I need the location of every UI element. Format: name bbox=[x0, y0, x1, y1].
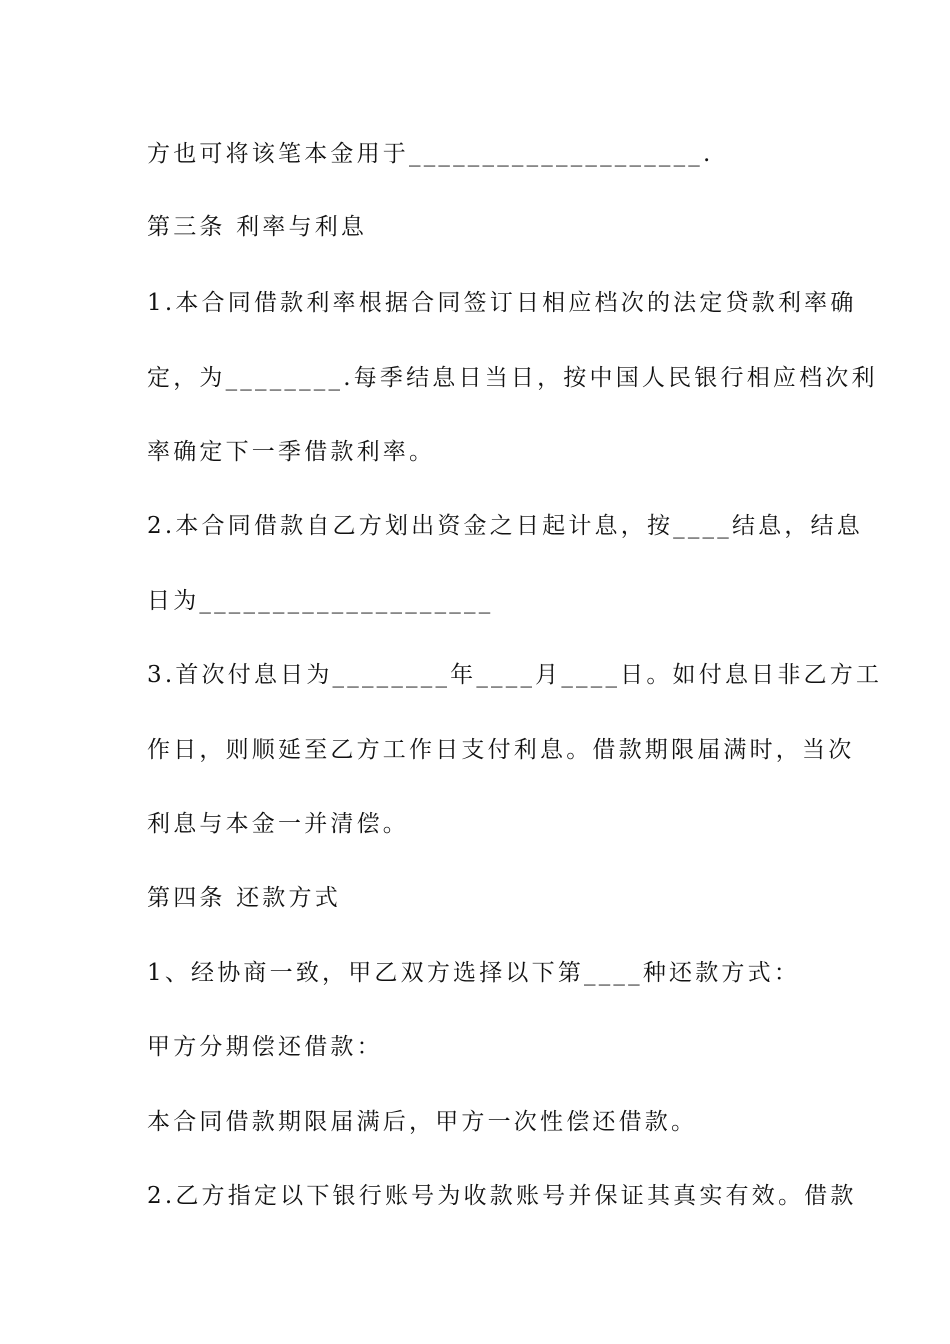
text-line-6: 2.本合同借款自乙方划出资金之日起计息，按____结息，结息 bbox=[147, 513, 863, 539]
text-line-7: 日为____________________ bbox=[147, 588, 494, 614]
text-line-9: 作日，则顺延至乙方工作日支付利息。借款期限届满时，当次 bbox=[147, 737, 855, 763]
text-line-10: 利息与本金一并清偿。 bbox=[147, 811, 409, 837]
text-line-1: 方也可将该笔本金用于____________________. bbox=[147, 141, 714, 167]
text-line-5: 率确定下一季借款利率。 bbox=[147, 439, 436, 465]
text-line-14: 本合同借款期限届满后，甲方一次性偿还借款。 bbox=[147, 1109, 698, 1135]
text-line-8: 3.首次付息日为________年____月____日。如付息日非乙方工 bbox=[147, 662, 883, 688]
text-line-12: 1、经协商一致，甲乙双方选择以下第____种还款方式： bbox=[147, 960, 801, 986]
text-line-13: 甲方分期偿还借款： bbox=[147, 1034, 383, 1060]
text-line-3: 1.本合同借款利率根据合同签订日相应档次的法定贷款利率确 bbox=[147, 290, 857, 316]
text-line-4: 定，为________.每季结息日当日，按中国人民银行相应档次利 bbox=[147, 365, 878, 391]
section-heading-4: 第四条 还款方式 bbox=[147, 885, 341, 911]
text-line-15: 2.乙方指定以下银行账号为收款账号并保证其真实有效。借款 bbox=[147, 1183, 857, 1209]
section-heading-3: 第三条 利率与利息 bbox=[147, 214, 368, 240]
